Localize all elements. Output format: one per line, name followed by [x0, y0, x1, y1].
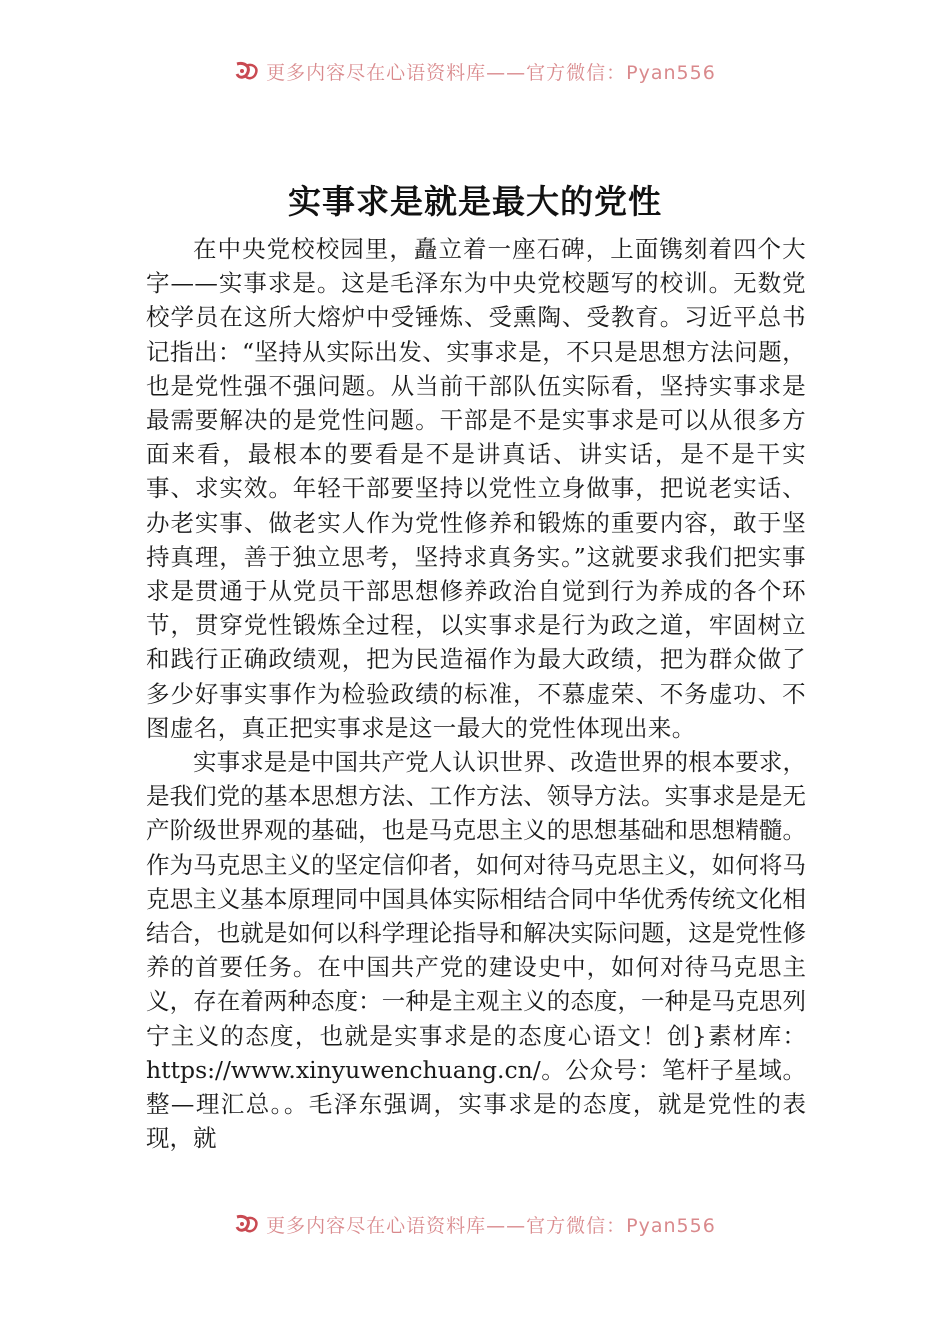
paragraph-2: 实事求是是中国共产党人认识世界、改造世界的根本要求，是我们党的基本思想方法、工作方法、领导方法。实事求是是无产阶级世界观的基础，也是马克思主义的思想基础和思想精髓。作为马克思主义的坚定信仰者，如何对待马克思主义，如何将马克思主义基本原理同中国具体实际相结合同中华优秀传统文化相结合，也就是如何以科学理论指导和解决实际问题，这是党性修养的首要任务。在中国共产党的建设史中，如何对待马克思主义，存在着两种态度：一种是主观主义的态度，一种是马克思列宁主义的态度，也就是实事求是的态度心语文！创}素材库：https://www.xinyuwenchuang.cn/。公众号：笔杆子星域。整—理汇总。。毛泽东强调，实事求是的态度，就是党性的表现，就 — [146, 748, 806, 1153]
watermark-text: 更多内容尽在心语资料库——官方微信：Pyan556 — [266, 1214, 716, 1237]
watermark-text: 更多内容尽在心语资料库——官方微信：Pyan556 — [266, 61, 716, 84]
brand-logo-icon — [234, 1213, 260, 1235]
watermark-header — [0, 58, 950, 84]
brand-logo-icon — [234, 60, 260, 82]
paragraph-1: 在中央党校校园里，矗立着一座石碑，上面镌刻着四个大字——实事求是。这是毛泽东为中央党校题写的校训。无数党校学员在这所大熔炉中受锤炼、受熏陶、受教育。习近平总书记指出：“坚持从实际出发、实事求是，不只是思想方法问题，也是党性强不强问题。从当前干部队伍实际看，坚持实事求是最需要解决的是党性问题。干部是不是实事求是可以从很多方面来看，最根本的要看是不是讲真话、讲实话，是不是干实事、求实效。年轻干部要坚持以党性立身做事，把说老实话、办老实事、做老实人作为党性修养和锻炼的重要内容，敢于坚持真理，善于独立思考，坚持求真务实。”这就要求我们把实事求是贯通于从党员干部思想修养政治自觉到行为养成的各个环节，贯穿党性锻炼全过程，以实事求是行为政之道，牢固树立和践行正确政绩观，把为民造福作为最大政绩，把为群众做了多少好事实事作为检验政绩的标准，不慕虚荣、不务虚功、不图虚名，真正把实事求是这一最大的党性体现出来。 — [146, 235, 806, 742]
article-body — [146, 232, 806, 1155]
page-title: 实事求是就是最大的党性 — [288, 182, 662, 221]
watermark-footer — [0, 1211, 950, 1237]
